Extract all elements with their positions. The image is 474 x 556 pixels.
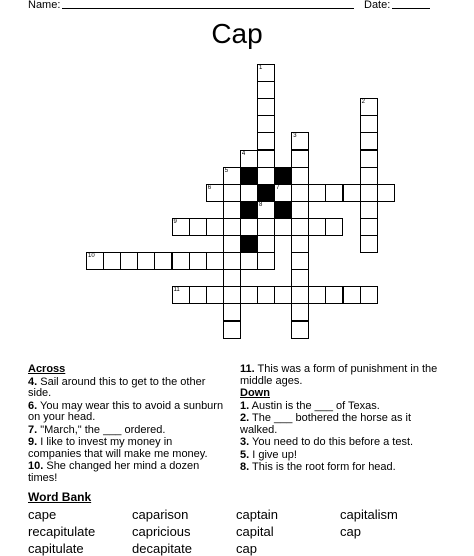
grid-cell[interactable]	[206, 184, 224, 202]
grid-cell[interactable]	[240, 218, 258, 236]
black-cell	[274, 167, 292, 185]
grid-cell[interactable]	[257, 167, 275, 185]
grid-cell[interactable]	[291, 269, 309, 287]
grid-cell[interactable]	[325, 286, 343, 304]
word-bank-word: captain	[236, 507, 278, 522]
grid-cell[interactable]	[291, 303, 309, 321]
word-bank-word: capital	[236, 524, 274, 539]
grid-cell[interactable]	[103, 252, 121, 270]
clue-number: 1.	[240, 399, 250, 412]
word-bank-word: capricious	[132, 524, 191, 539]
clue-number: 3.	[240, 436, 250, 448]
black-cell	[257, 184, 275, 202]
clue-text: This was a form of punishment in the middle ages.	[240, 363, 438, 387]
grid-cell[interactable]	[189, 218, 207, 236]
grid-cell[interactable]	[291, 218, 309, 236]
cell-number: 4	[241, 150, 246, 157]
grid-cell[interactable]	[360, 150, 378, 168]
grid-cell[interactable]	[308, 286, 326, 304]
across-continued-list	[240, 364, 440, 387]
grid-cell[interactable]	[223, 286, 241, 304]
word-bank-word: capitulate	[28, 541, 84, 556]
grid-cell[interactable]	[137, 252, 155, 270]
clue	[240, 401, 440, 413]
clue	[240, 450, 440, 462]
clue-number: 7.	[28, 423, 38, 436]
down-heading: Down	[240, 387, 270, 399]
cell-number: 3	[293, 133, 297, 140]
grid-cell[interactable]	[206, 218, 224, 236]
name-label: Name:	[28, 0, 61, 11]
clue	[240, 462, 440, 474]
grid-cell[interactable]	[343, 184, 361, 202]
word-bank-word: capitalism	[340, 507, 398, 522]
clue-text: "March," the ___ ordered.	[37, 423, 166, 436]
grid-cell[interactable]	[274, 218, 292, 236]
grid-cell[interactable]	[223, 321, 241, 339]
grid-cell[interactable]	[189, 252, 207, 270]
grid-cell[interactable]	[240, 286, 258, 304]
grid-cell[interactable]	[189, 286, 207, 304]
clue-number: 2.	[240, 412, 250, 424]
grid-cell[interactable]	[360, 132, 378, 150]
clue	[28, 461, 228, 484]
clue-number: 4.	[28, 375, 38, 388]
grid-cell[interactable]	[325, 184, 343, 202]
clue-number: 8.	[240, 461, 250, 473]
black-cell	[240, 235, 258, 253]
clue-text: Austin is the ___ of Texas.	[249, 399, 380, 412]
clue-text: I like to invest my money in companies that will make me money.	[28, 436, 208, 460]
grid-cell[interactable]	[291, 132, 309, 150]
grid-cell[interactable]	[223, 201, 241, 219]
grid-cell[interactable]	[257, 252, 275, 270]
grid-cell[interactable]	[172, 252, 190, 270]
grid-cell[interactable]	[343, 286, 361, 304]
grid-cell[interactable]	[291, 167, 309, 185]
grid-cell[interactable]	[223, 218, 241, 236]
word-bank-word: caparison	[132, 507, 189, 522]
cell-number: 7	[276, 184, 280, 191]
clue	[240, 364, 440, 387]
grid-cell[interactable]	[257, 115, 275, 133]
grid-cell[interactable]	[360, 115, 378, 133]
grid-cell[interactable]	[274, 286, 292, 304]
word-bank	[28, 490, 448, 556]
grid-cell[interactable]	[360, 201, 378, 219]
clue	[28, 377, 228, 400]
clue-number: 5.	[240, 448, 250, 461]
grid-cell[interactable]	[257, 286, 275, 304]
across-heading: Across	[28, 363, 66, 375]
grid-cell[interactable]	[257, 81, 275, 99]
grid-cell[interactable]	[291, 184, 309, 202]
cell-number: 10	[88, 253, 95, 260]
clue-text: Sail around this to get to the other side.	[28, 375, 206, 399]
grid-cell[interactable]	[291, 252, 309, 270]
grid-cell[interactable]	[240, 150, 258, 168]
date-label: Date:	[364, 0, 391, 11]
clue	[28, 401, 228, 424]
grid-cell[interactable]	[223, 235, 241, 253]
grid-cell[interactable]	[360, 184, 378, 202]
clue	[28, 437, 228, 460]
clue-number: 10.	[28, 460, 44, 472]
grid-cell[interactable]	[291, 150, 309, 168]
across-clues	[28, 364, 228, 485]
clue-text: This is the root form for head.	[249, 461, 396, 473]
clue	[240, 413, 440, 436]
clue-number: 9.	[28, 436, 38, 448]
grid-cell[interactable]	[257, 98, 275, 116]
word-bank-word: cape	[28, 507, 57, 522]
word-bank-word: recapitulate	[28, 524, 96, 539]
grid-cell[interactable]	[172, 286, 190, 304]
grid-cell[interactable]	[274, 184, 292, 202]
grid-cell[interactable]	[240, 184, 258, 202]
grid-cell[interactable]	[308, 218, 326, 236]
cell-number: 8	[259, 201, 263, 208]
word-bank-word: cap	[340, 524, 361, 539]
grid-cell[interactable]	[172, 218, 190, 236]
clue-text: The ___ bothered the horse as it walked.	[240, 412, 412, 436]
grid-cell[interactable]	[223, 184, 241, 202]
grid-cell[interactable]	[291, 286, 309, 304]
word-bank-word: cap	[236, 541, 257, 556]
grid-cell[interactable]	[223, 303, 241, 321]
grid-cell[interactable]	[360, 98, 378, 116]
grid-cell[interactable]	[223, 269, 241, 287]
clue-text: You need to do this before a test.	[249, 436, 414, 448]
clue-number: 11.	[240, 363, 255, 375]
grid-cell[interactable]	[360, 218, 378, 236]
cell-number: 6	[207, 184, 212, 191]
black-cell	[274, 201, 292, 219]
grid-cell[interactable]	[360, 167, 378, 185]
grid-cell[interactable]	[206, 286, 224, 304]
grid-cell[interactable]	[308, 184, 326, 202]
grid-cell[interactable]	[206, 252, 224, 270]
cell-number: 2	[361, 99, 365, 106]
grid-cell[interactable]	[291, 235, 309, 253]
grid-cell[interactable]	[120, 252, 138, 270]
grid-cell[interactable]	[86, 252, 104, 270]
black-cell	[240, 201, 258, 219]
clue-text: You may wear this to avoid a sunburn on your head.	[28, 399, 224, 423]
cell-number: 1	[259, 65, 263, 71]
grid-cell[interactable]	[257, 150, 275, 168]
grid-cell[interactable]	[257, 64, 275, 82]
clue-number: 6.	[28, 399, 38, 412]
down-clue-list	[240, 401, 440, 474]
black-cell	[240, 167, 258, 185]
word-bank-word: decapitate	[132, 541, 192, 556]
cell-number: 9	[173, 218, 177, 225]
puzzle-title: Cap	[211, 18, 263, 49]
grid-cell[interactable]	[257, 132, 275, 150]
grid-cell[interactable]	[360, 286, 378, 304]
grid-cell[interactable]	[223, 167, 241, 185]
grid-cell[interactable]	[377, 184, 395, 202]
grid-cell[interactable]	[223, 252, 241, 270]
word-bank-grid	[28, 507, 448, 556]
grid-cell[interactable]	[240, 252, 258, 270]
clue	[240, 437, 440, 449]
grid-cell[interactable]	[291, 321, 309, 339]
clue-text: I give up!	[249, 448, 297, 461]
grid-cell[interactable]	[257, 201, 275, 219]
clue	[28, 425, 228, 437]
grid-cell[interactable]	[325, 218, 343, 236]
right-clue-column	[240, 364, 440, 475]
grid-cell[interactable]	[257, 235, 275, 253]
grid-cell[interactable]	[154, 252, 172, 270]
grid-cell[interactable]	[257, 218, 275, 236]
cell-number: 11	[173, 287, 180, 294]
grid-cell[interactable]	[360, 235, 378, 253]
word-bank-heading: Word Bank	[28, 490, 92, 504]
grid-cell[interactable]	[291, 201, 309, 219]
cell-number: 5	[224, 167, 229, 174]
clue-text: She changed her mind a dozen times!	[28, 460, 200, 484]
across-clue-list	[28, 377, 228, 485]
